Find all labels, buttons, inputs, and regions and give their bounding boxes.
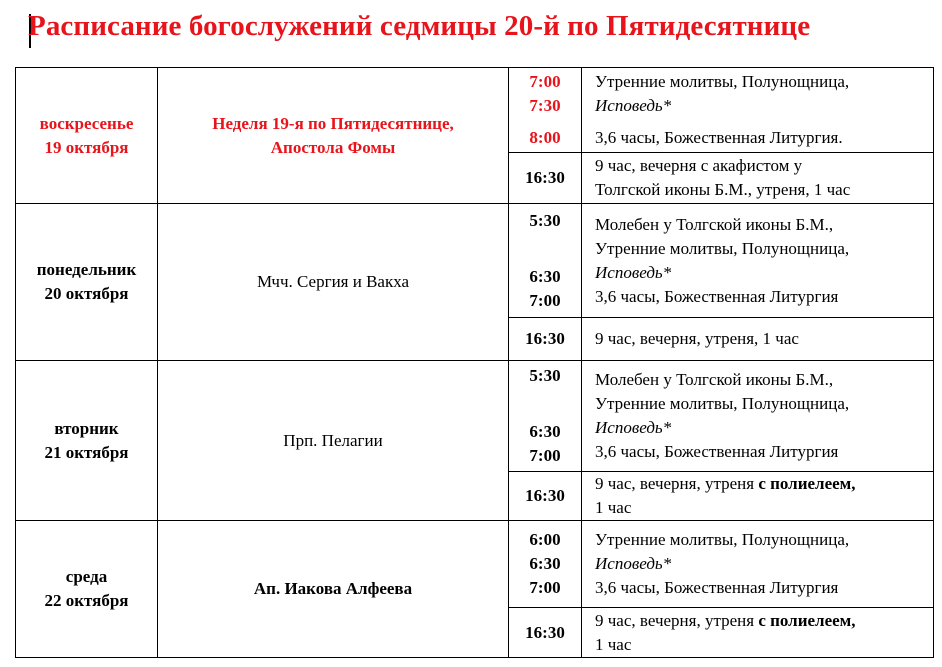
service-line: Исповедь*	[595, 554, 672, 573]
table-row	[16, 204, 934, 318]
service-line: Утренние молитвы, Полунощница,	[595, 530, 850, 549]
service-line: 1 час	[595, 634, 632, 654]
day-name: воскресенье	[39, 113, 134, 133]
feast-cell	[158, 68, 509, 204]
day-date: 19 октября	[44, 137, 129, 157]
day-date: 20 октября	[44, 284, 129, 303]
service-line: 9 час, вечерня, утреня	[595, 474, 759, 493]
time-cell	[509, 68, 582, 153]
day-name: понедельник	[36, 260, 137, 279]
service-time: 5:30	[529, 366, 561, 385]
day-name: среда	[65, 567, 108, 586]
day-date: 22 октября	[44, 591, 129, 610]
feast-name: Ап. Иакова Алфеева	[253, 579, 413, 598]
service-time: 16:30	[525, 486, 565, 505]
service-desc-cell	[582, 521, 934, 608]
service-time: 6:30	[529, 422, 561, 441]
day-cell	[16, 204, 158, 361]
service-line-bold: с полиелеем,	[758, 474, 856, 493]
service-line: Толгской иконы Б.М., утреня, 1 час	[595, 180, 851, 199]
time-cell	[509, 153, 582, 204]
service-desc-cell	[582, 608, 934, 658]
service-desc-cell	[582, 204, 934, 318]
service-line: Исповедь*	[595, 96, 672, 115]
feast-name: Прп. Пелагии	[283, 430, 383, 450]
time-cell	[509, 318, 582, 361]
service-desc-cell	[582, 361, 934, 472]
time-cell	[509, 204, 582, 318]
service-line: Утренние молитвы, Полунощница,	[595, 238, 850, 258]
service-line: 9 час, вечерня с акафистом у	[595, 156, 803, 175]
service-time: 6:30	[529, 554, 561, 573]
service-line: 1 час	[595, 498, 632, 517]
service-time: 16:30	[525, 329, 565, 348]
table-row	[16, 521, 934, 608]
service-time: 6:00	[529, 530, 561, 549]
feast-name: Апостола Фомы	[270, 137, 396, 157]
feast-cell	[158, 521, 509, 658]
table-row	[16, 68, 934, 153]
service-line: Исповедь*	[595, 418, 672, 437]
schedule-table	[15, 67, 934, 658]
feast-name: Неделя 19-я по Пятидесятнице,	[212, 113, 454, 133]
service-line: 3,6 часы, Божественная Литургия	[595, 578, 839, 597]
service-line: Молебен у Толгской иконы Б.М.,	[595, 214, 834, 234]
time-cell	[509, 472, 582, 521]
service-time: 7:00	[529, 578, 561, 597]
service-time: 7:00	[529, 446, 561, 465]
day-cell	[16, 68, 158, 204]
day-name: вторник	[54, 418, 119, 438]
service-time: 16:30	[525, 622, 565, 642]
service-line: Утренние молитвы, Полунощница,	[595, 394, 850, 413]
page-title: Расписание богослужений седмицы 20-й по Пятидесятнице	[28, 10, 811, 42]
service-desc-cell	[582, 472, 934, 521]
service-time: 5:30	[529, 210, 561, 230]
feast-name: Мчч. Сергия и Вакха	[256, 272, 410, 291]
service-desc-cell	[582, 153, 934, 204]
service-desc-cell	[582, 68, 934, 153]
service-line: Утренние молитвы, Полунощница,	[595, 72, 850, 91]
service-line-bold: с полиелеем,	[758, 610, 856, 630]
service-line: 3,6 часы, Божественная Литургия	[595, 442, 839, 461]
feast-cell	[158, 204, 509, 361]
service-line: 9 час, вечерня, утреня	[595, 610, 759, 630]
time-cell	[509, 521, 582, 608]
service-line: Исповедь*	[595, 262, 672, 282]
table-row	[16, 361, 934, 472]
service-line: 9 час, вечерня, утреня, 1 час	[595, 329, 799, 348]
service-time: 8:00	[529, 128, 561, 147]
time-cell	[509, 608, 582, 658]
service-time: 6:30	[529, 266, 561, 286]
service-line: 3,6 часы, Божественная Литургия	[595, 286, 839, 306]
service-desc-cell	[582, 318, 934, 361]
service-time: 7:00	[529, 290, 561, 310]
day-cell	[16, 361, 158, 521]
service-time: 7:00	[529, 72, 561, 91]
service-time: 7:30	[529, 96, 561, 115]
service-time: 16:30	[525, 168, 565, 187]
time-cell	[509, 361, 582, 472]
service-line: 3,6 часы, Божественная Литургия.	[595, 128, 843, 147]
day-date: 21 октября	[44, 442, 129, 462]
feast-cell	[158, 361, 509, 521]
service-line: Молебен у Толгской иконы Б.М.,	[595, 370, 834, 389]
day-cell	[16, 521, 158, 658]
